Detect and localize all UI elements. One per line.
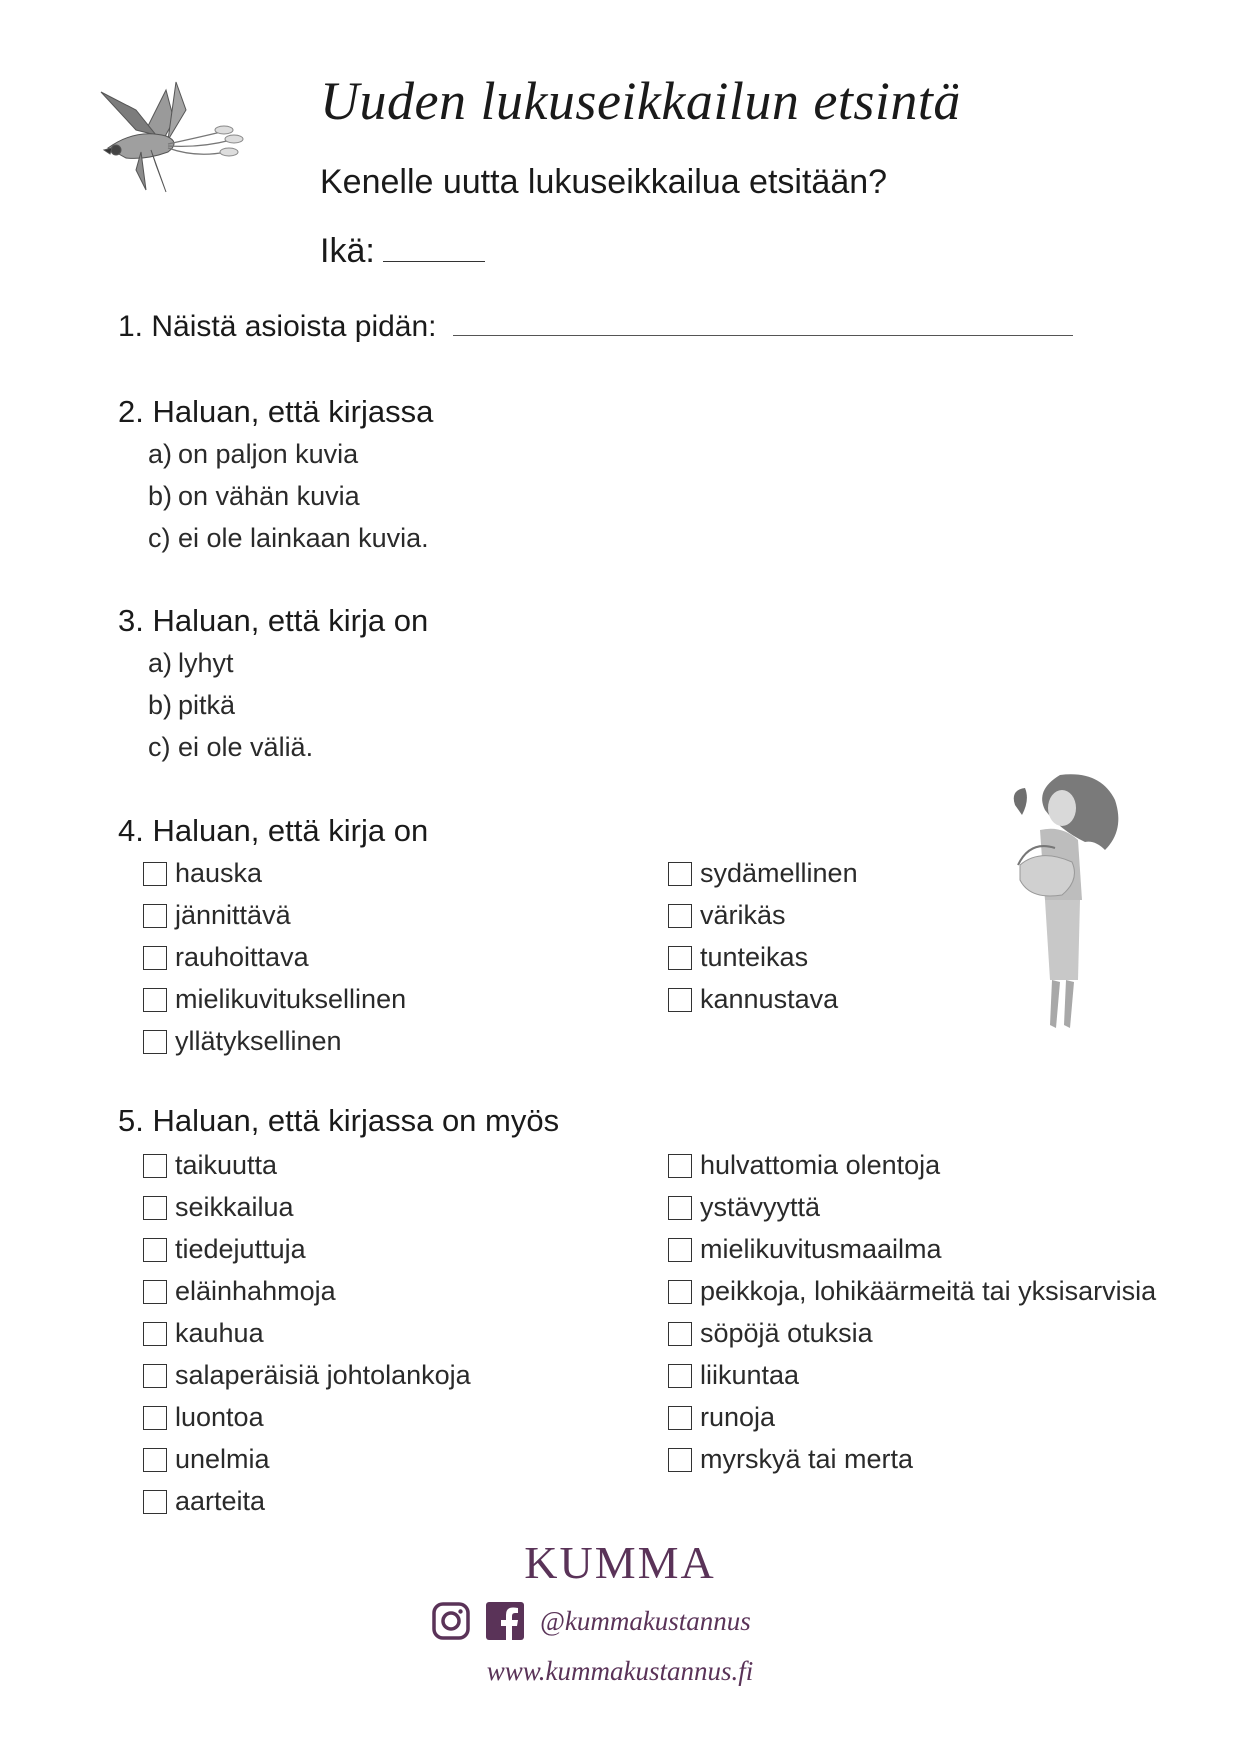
instagram-icon[interactable] bbox=[432, 1602, 470, 1640]
checkbox-label: eläinhahmoja bbox=[175, 1276, 336, 1306]
checkbox-label: kannustava bbox=[700, 984, 839, 1014]
option-text: ei ole lainkaan kuvia. bbox=[178, 523, 429, 553]
checkbox-label: ystävyyttä bbox=[700, 1192, 821, 1222]
checkbox[interactable] bbox=[143, 988, 167, 1012]
question-2-option[interactable] bbox=[148, 481, 360, 512]
option-text: lyhyt bbox=[178, 648, 234, 678]
checkbox[interactable] bbox=[143, 1364, 167, 1388]
checkbox-label: söpöjä otuksia bbox=[700, 1318, 873, 1348]
checkbox-label: aarteita bbox=[175, 1486, 266, 1516]
facebook-icon[interactable] bbox=[486, 1602, 524, 1640]
checkbox-label: tiedejuttuja bbox=[175, 1234, 306, 1264]
option-letter: c) bbox=[148, 523, 171, 553]
question-2-option[interactable] bbox=[148, 439, 358, 470]
checkbox[interactable] bbox=[143, 1490, 167, 1514]
checkbox[interactable] bbox=[668, 904, 692, 928]
checkbox-label: liikuntaa bbox=[700, 1360, 800, 1390]
checkbox-option[interactable] bbox=[143, 1192, 294, 1223]
checkbox-option[interactable] bbox=[143, 984, 406, 1015]
checkbox[interactable] bbox=[668, 1196, 692, 1220]
checkbox[interactable] bbox=[143, 1406, 167, 1430]
checkbox-option[interactable] bbox=[668, 1150, 940, 1181]
checkbox-label: salaperäisiä johtolankoja bbox=[175, 1360, 471, 1390]
checkbox[interactable] bbox=[143, 1238, 167, 1262]
checkbox[interactable] bbox=[668, 1154, 692, 1178]
checkbox-option[interactable] bbox=[143, 1402, 264, 1433]
checkbox-option[interactable] bbox=[668, 858, 858, 889]
age-input-line[interactable] bbox=[383, 237, 485, 262]
checkbox[interactable] bbox=[668, 1364, 692, 1388]
checkbox-label: unelmia bbox=[175, 1444, 270, 1474]
checkbox-option[interactable] bbox=[143, 1150, 277, 1181]
woman-illustration bbox=[1000, 770, 1130, 1045]
option-letter: a) bbox=[148, 648, 173, 678]
checkbox[interactable] bbox=[668, 1280, 692, 1304]
bird-illustration bbox=[96, 80, 246, 205]
checkbox[interactable] bbox=[143, 1280, 167, 1304]
checkbox-option[interactable] bbox=[143, 1486, 265, 1517]
option-letter: b) bbox=[148, 690, 173, 720]
age-field bbox=[320, 232, 485, 271]
question-2-label: 2. Haluan, että kirjassa bbox=[118, 394, 434, 429]
checkbox-option[interactable] bbox=[143, 1318, 264, 1349]
option-letter: c) bbox=[148, 732, 171, 762]
checkbox-option[interactable] bbox=[668, 1402, 775, 1433]
checkbox-label: runoja bbox=[700, 1402, 776, 1432]
checkbox-label: mielikuvituksellinen bbox=[175, 984, 407, 1014]
checkbox-label: värikäs bbox=[700, 900, 786, 930]
checkbox-option[interactable] bbox=[143, 1234, 306, 1265]
checkbox[interactable] bbox=[143, 1196, 167, 1220]
checkbox[interactable] bbox=[668, 988, 692, 1012]
checkbox[interactable] bbox=[668, 1238, 692, 1262]
page-title: Uuden lukuseikkailun etsintä bbox=[320, 71, 961, 131]
checkbox-option[interactable] bbox=[143, 900, 291, 931]
question-1 bbox=[118, 310, 1073, 344]
checkbox[interactable] bbox=[143, 1154, 167, 1178]
checkbox-label: hulvattomia olentoja bbox=[700, 1150, 941, 1180]
checkbox[interactable] bbox=[143, 946, 167, 970]
social-row bbox=[432, 1602, 751, 1640]
checkbox-label: peikkoja, lohikäärmeitä tai yksisarvisia bbox=[700, 1276, 1157, 1306]
checkbox-label: luontoa bbox=[175, 1402, 264, 1432]
checkbox[interactable] bbox=[143, 904, 167, 928]
question-2-option[interactable] bbox=[148, 523, 429, 554]
checkbox-option[interactable] bbox=[143, 1026, 342, 1057]
checkbox[interactable] bbox=[668, 946, 692, 970]
website-link[interactable]: www.kummakustannus.fi bbox=[486, 1656, 754, 1686]
question-3-option[interactable] bbox=[148, 648, 234, 679]
checkbox[interactable] bbox=[143, 1322, 167, 1346]
brand-logo: KUMMA bbox=[524, 1537, 716, 1588]
checkbox[interactable] bbox=[668, 1448, 692, 1472]
checkbox-option[interactable] bbox=[143, 1444, 270, 1475]
checkbox-option[interactable] bbox=[668, 1276, 1156, 1307]
checkbox-option[interactable] bbox=[668, 1192, 820, 1223]
checkbox[interactable] bbox=[143, 1448, 167, 1472]
checkbox-option[interactable] bbox=[143, 942, 309, 973]
checkbox-label: jännittävä bbox=[175, 900, 291, 930]
question-5-label: 5. Haluan, että kirjassa on myös bbox=[118, 1103, 560, 1138]
checkbox[interactable] bbox=[668, 862, 692, 886]
question-1-answer-line[interactable] bbox=[453, 313, 1073, 336]
checkbox-option[interactable] bbox=[668, 900, 786, 931]
option-letter: a) bbox=[148, 439, 173, 469]
age-label: Ikä: bbox=[320, 232, 375, 270]
checkbox-option[interactable] bbox=[668, 1444, 913, 1475]
checkbox-label: myrskyä tai merta bbox=[700, 1444, 914, 1474]
social-handle[interactable]: @kummakustannus bbox=[540, 1605, 751, 1636]
checkbox-option[interactable] bbox=[668, 984, 838, 1015]
option-text: on paljon kuvia bbox=[178, 439, 359, 469]
option-text: ei ole väliä. bbox=[178, 732, 314, 762]
checkbox-label: hauska bbox=[175, 858, 263, 888]
checkbox-label: kauhua bbox=[175, 1318, 264, 1348]
checkbox-label: rauhoittava bbox=[175, 942, 309, 972]
checkbox-option[interactable] bbox=[143, 858, 262, 889]
checkbox-label: tunteikas bbox=[700, 942, 809, 972]
checkbox-label: sydämellinen bbox=[700, 858, 858, 888]
checkbox-option[interactable] bbox=[143, 1276, 336, 1307]
question-3-option[interactable] bbox=[148, 690, 235, 721]
checkbox[interactable] bbox=[668, 1322, 692, 1346]
question-3-label: 3. Haluan, että kirja on bbox=[118, 603, 429, 638]
page-subtitle: Kenelle uutta lukuseikkailua etsitään? bbox=[320, 163, 888, 201]
checkbox[interactable] bbox=[668, 1406, 692, 1430]
checkbox-option[interactable] bbox=[143, 1360, 471, 1391]
checkbox[interactable] bbox=[143, 1030, 167, 1054]
checkbox-option[interactable] bbox=[668, 1360, 799, 1391]
option-text: on vähän kuvia bbox=[178, 481, 360, 511]
option-text: pitkä bbox=[178, 690, 236, 720]
question-3-option[interactable] bbox=[148, 732, 313, 763]
checkbox-label: seikkailua bbox=[175, 1192, 294, 1222]
option-letter: b) bbox=[148, 481, 173, 511]
question-4-label: 4. Haluan, että kirja on bbox=[118, 813, 429, 848]
checkbox-label: mielikuvitusmaailma bbox=[700, 1234, 942, 1264]
checkbox[interactable] bbox=[143, 862, 167, 886]
checkbox-option[interactable] bbox=[668, 1234, 942, 1265]
checkbox-label: yllätyksellinen bbox=[175, 1026, 342, 1056]
checkbox-label: taikuutta bbox=[175, 1150, 278, 1180]
question-1-label: 1. Näistä asioista pidän: bbox=[118, 310, 437, 343]
checkbox-option[interactable] bbox=[668, 942, 808, 973]
checkbox-option[interactable] bbox=[668, 1318, 873, 1349]
